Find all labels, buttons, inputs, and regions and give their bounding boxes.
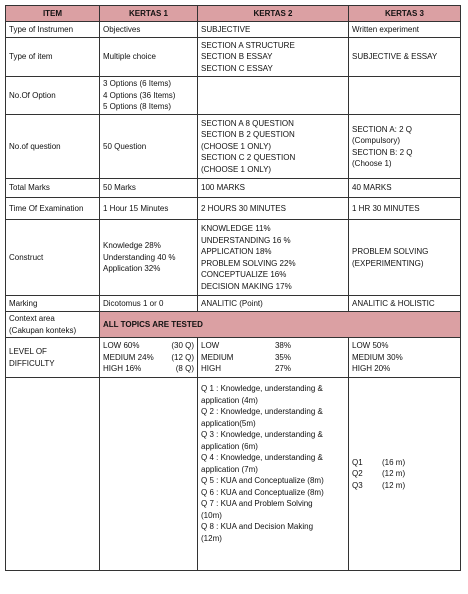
row-construct [6, 220, 461, 296]
cell-k3: 1 HR 30 MINUTES [349, 198, 461, 220]
row-label: No.of question [6, 115, 100, 179]
difficulty-line: HIGH 20% [352, 364, 391, 374]
question-line: SECTION B: 2 Q [352, 147, 413, 157]
cell-k2: ANALITIC (Point) [198, 296, 349, 312]
cell-k3 [349, 115, 461, 179]
option-line: 3 Options (6 Items) [103, 79, 172, 89]
cell-k3: Written experiment [349, 22, 461, 38]
section-line: SECTION C ESSAY [201, 63, 273, 73]
difficulty-line: HIGH 27% [201, 364, 291, 374]
question-line: SECTION A 8 QUESTION [201, 118, 294, 128]
breakdown-line: application (7m) [201, 464, 258, 474]
construct-line: CONCEPTUALIZE 16% [201, 270, 287, 279]
construct-line: KNOWLEDGE 11% [201, 224, 271, 233]
cell-k2: 2 HOURS 30 MINUTES [198, 198, 349, 220]
breakdown-line: (12m) [201, 533, 222, 543]
construct-line: UNDERSTANDING 16 % [201, 235, 291, 245]
difficulty-line: HIGH 16% (8 Q) [103, 364, 194, 374]
question-line: SECTION B 2 QUESTION [201, 130, 295, 140]
question-line: SECTION A: 2 Q [352, 124, 413, 134]
cell-k3: ANALITIC & HOLISTIC [349, 296, 461, 312]
cell-k2-empty [198, 77, 349, 115]
cell-k1: 50 Question [100, 115, 198, 179]
cell-k2: 100 MARKS [198, 179, 349, 198]
row-type-instrumen [6, 22, 461, 38]
row-label: Context area (Cakupan konteks) [6, 312, 100, 338]
cell-k1 [100, 220, 198, 296]
cell-k1-empty [100, 378, 198, 571]
difficulty-line: LOW 60% (30 Q) [103, 341, 194, 351]
row-label: Construct [6, 220, 100, 296]
construct-line: (EXPERIMENTING) [352, 258, 424, 268]
row-label: Time Of Examination [6, 198, 100, 220]
section-line: SECTION B ESSAY [201, 52, 273, 62]
cell-k1 [100, 338, 198, 378]
option-line: 4 Options (36 Items) [103, 90, 176, 100]
breakdown-line: Q 3 : Knowledge, understanding & [201, 430, 323, 439]
difficulty-line: LOW 50% [352, 341, 389, 351]
difficulty-line: MEDIUM 30% [352, 352, 403, 362]
breakdown-line: Q 5 : KUA and Conceptualize (8m) [201, 476, 324, 485]
cell-k3 [349, 378, 461, 571]
breakdown-line: Q 2 : Knowledge, understanding & [201, 407, 323, 416]
question-line: (Choose 1) [352, 159, 392, 168]
construct-line: PROBLEM SOLVING 22% [201, 258, 296, 268]
row-label: Total Marks [6, 179, 100, 198]
cell-k2 [198, 378, 349, 571]
option-line: 5 Options (8 Items) [103, 102, 172, 112]
breakdown-line: application (4m) [201, 395, 258, 405]
cell-k2 [198, 220, 349, 296]
construct-line: DECISION MAKING 17% [201, 281, 292, 291]
breakdown-line: Q2 (12 m) [352, 469, 406, 479]
cell-k2 [198, 115, 349, 179]
cell-k1: Multiple choice [100, 38, 198, 77]
cell-k3: SUBJECTIVE & ESSAY [349, 38, 461, 77]
row-label: LEVEL OF DIFFICULTY [6, 338, 100, 378]
row-label: Type of Instrumen [6, 22, 100, 38]
row-no-option [6, 77, 461, 115]
construct-line: Application 32% [103, 264, 161, 274]
header-kertas-3: KERTAS 3 [349, 6, 461, 22]
row-label: Type of item [6, 38, 100, 77]
context-value: ALL TOPICS ARE TESTED [100, 312, 461, 338]
row-total-marks [6, 179, 461, 198]
construct-line: Knowledge 28% [103, 241, 161, 251]
cell-k2 [198, 338, 349, 378]
breakdown-line: Q1 (16 m) [352, 457, 406, 467]
row-difficulty [6, 338, 461, 378]
row-breakdown [6, 378, 461, 571]
breakdown-line: Q 8 : KUA and Decision Making [201, 522, 314, 531]
question-line: (CHOOSE 1 ONLY) [201, 141, 272, 151]
cell-k1: Dicotomus 1 or 0 [100, 296, 198, 312]
row-label: Marking [6, 296, 100, 312]
header-kertas-1: KERTAS 1 [100, 6, 198, 22]
difficulty-line: MEDIUM 35% [201, 352, 291, 362]
cell-k3-empty [349, 77, 461, 115]
breakdown-line: application(5m) [201, 418, 256, 428]
cell-k3: 40 MARKS [349, 179, 461, 198]
question-line: SECTION C 2 QUESTION [201, 153, 296, 163]
row-label: No.Of Option [6, 77, 100, 115]
exam-spec-table [5, 5, 461, 571]
construct-line: APPLICATION 18% [201, 247, 272, 256]
row-time [6, 198, 461, 220]
question-line: (Compulsory) [352, 136, 401, 145]
section-line: SECTION A STRUCTURE [201, 40, 295, 50]
difficulty-line: MEDIUM 24% (12 Q) [103, 352, 194, 362]
cell-label-empty [6, 378, 100, 571]
cell-k2 [198, 38, 349, 77]
breakdown-line: Q 6 : KUA and Conceptualize (8m) [201, 487, 324, 497]
breakdown-line: application (6m) [201, 441, 258, 451]
cell-k1: 50 Marks [100, 179, 198, 198]
difficulty-line: LOW 38% [201, 341, 291, 351]
row-marking [6, 296, 461, 312]
breakdown-line: Q 7 : KUA and Problem Solving [201, 499, 313, 508]
row-context-area [6, 312, 461, 338]
cell-k3 [349, 338, 461, 378]
header-item: ITEM [6, 6, 100, 22]
construct-line: Understanding 40 % [103, 252, 176, 262]
cell-k3 [349, 220, 461, 296]
breakdown-line: Q 1 : Knowledge, understanding & [201, 384, 323, 393]
cell-k1: 1 Hour 15 Minutes [100, 198, 198, 220]
question-line: (CHOOSE 1 ONLY) [201, 164, 272, 174]
cell-k1 [100, 77, 198, 115]
breakdown-line: Q 4 : Knowledge, understanding & [201, 453, 323, 462]
breakdown-line: Q3 (12 m) [352, 480, 406, 490]
cell-k2: SUBJECTIVE [198, 22, 349, 38]
row-type-item [6, 38, 461, 77]
header-kertas-2: KERTAS 2 [198, 6, 349, 22]
breakdown-line: (10m) [201, 510, 222, 520]
header-row [6, 6, 461, 22]
row-no-question [6, 115, 461, 179]
construct-line: PROBLEM SOLVING [352, 247, 429, 256]
cell-k1: Objectives [100, 22, 198, 38]
